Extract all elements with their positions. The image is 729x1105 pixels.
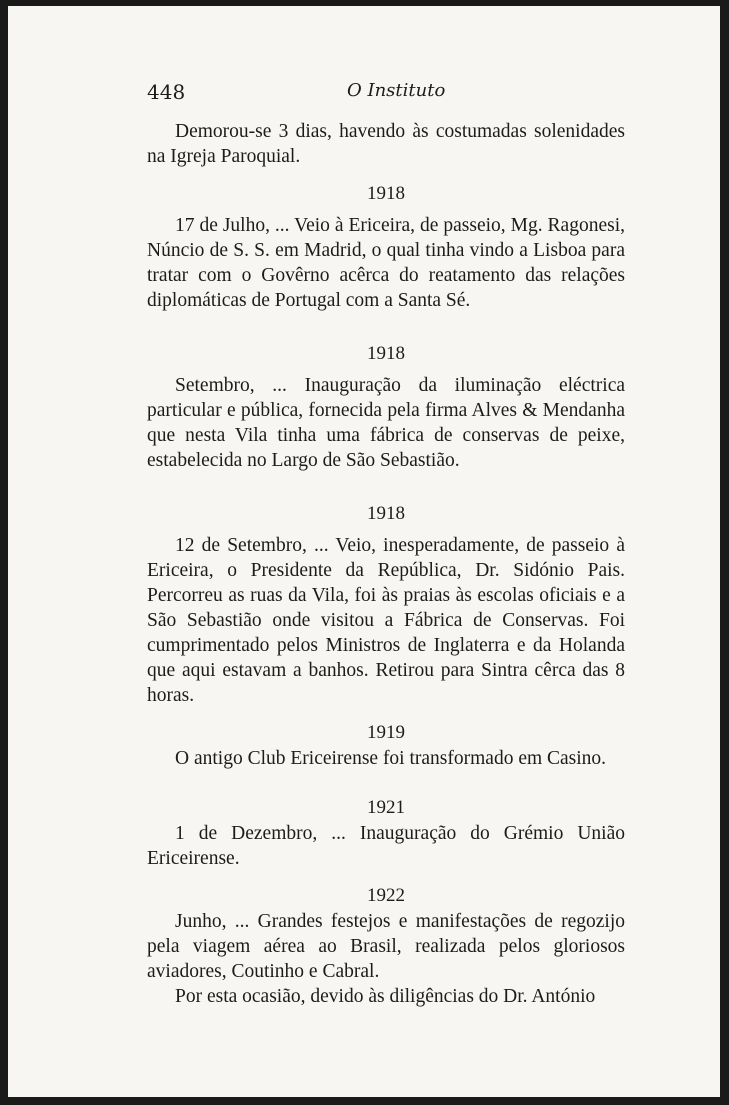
paragraph-entry: 12 de Setembro, ... Veio, inesperadamente, de passeio à Ericeira, o Presidente da República, Dr. Sidónio Pais. Percorreu as ruas da Vila, foi às praias às escolas oficiais e a São Sebastião onde visitou a Fábrica de Conservas. Foi cumprimentado pelos Ministros de Inglaterra e da Holanda que aqui estavam a banhos. Retirou para Sintra cêrca das 8 horas. <box>147 535 625 706</box>
paragraph-entry: Junho, ... Grandes festejos e manifestações de regozijo pela viagem aérea ao Brasil, realizada pelos gloriosos aviadores, Coutinho e Cabral. <box>147 911 625 982</box>
running-title: O Instituto <box>347 80 446 101</box>
paragraph-entry: Setembro, ... Inauguração da iluminação eléctrica particular e pública, fornecida pela firma Alves & Mendanha que nesta Vila tinha uma fábrica de conservas de peixe, estabelecida no Largo de São Sebastião. <box>147 375 625 471</box>
paragraph-entry: 17 de Julho, ... Veio à Ericeira, de passeio, Mg. Ragonesi, Núncio de S. S. em Madrid, o qual tinha vindo a Lisboa para tratar com o Govêrno acêrca do reatamento das relações diplomáticas de Portugal com a Santa Sé. <box>147 215 625 311</box>
year-heading: 1919 <box>367 722 405 743</box>
year-heading: 1922 <box>367 885 405 906</box>
year-heading: 1918 <box>367 343 405 364</box>
book-page <box>8 6 720 1097</box>
page-number: 448 <box>147 80 186 104</box>
body-text <box>147 119 625 1009</box>
paragraph-entry: O antigo Club Ericeirense foi transformado em Casino. <box>175 748 607 769</box>
year-heading: 1918 <box>367 503 405 524</box>
paragraph-entry: Por esta ocasião, devido às diligências do Dr. António <box>175 986 596 1007</box>
paragraph-intro: Demorou-se 3 dias, havendo às costumadas solenidades na Igreja Paroquial. <box>147 121 625 167</box>
paragraph-entry: 1 de Dezembro, ... Inauguração do Grémio União Ericeirense. <box>147 823 625 869</box>
page-header <box>147 80 627 110</box>
year-heading: 1918 <box>367 183 405 204</box>
year-heading: 1921 <box>367 797 405 818</box>
